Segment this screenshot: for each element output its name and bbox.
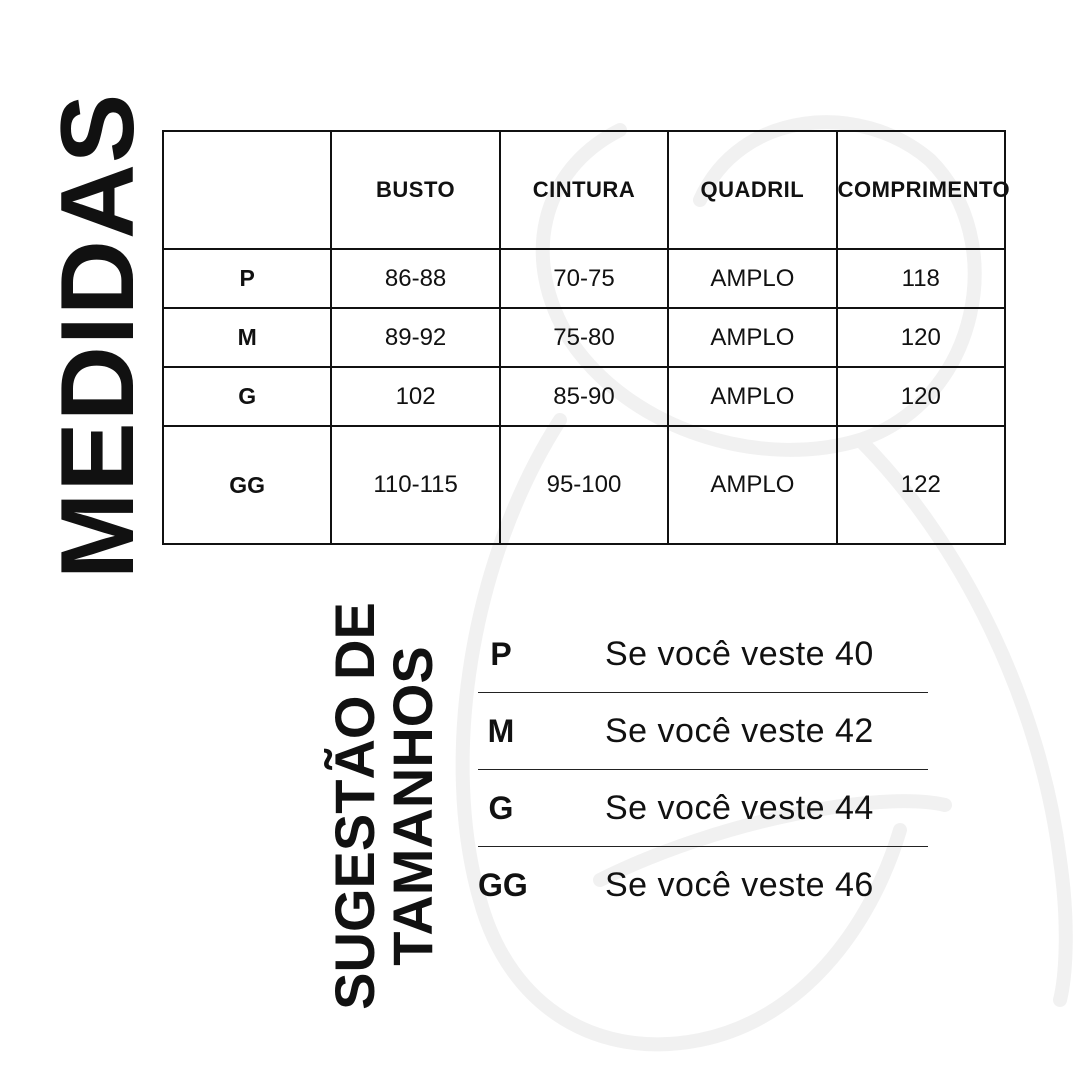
table-row xyxy=(163,249,1005,308)
table-cell-cintura: 95-100 xyxy=(500,426,668,544)
size-suggestion-title-line1: SUGESTÃO DE xyxy=(323,602,386,1010)
size-suggestion-list xyxy=(478,616,928,923)
list-item xyxy=(478,770,928,847)
list-item xyxy=(478,847,928,923)
suggestion-text: Se você veste 44 xyxy=(605,788,874,827)
table-cell-quadril: AMPLO xyxy=(668,249,836,308)
table-cell-quadril: AMPLO xyxy=(668,308,836,367)
table-cell-comprimento: 118 xyxy=(837,249,1005,308)
suggestion-text: Se você veste 42 xyxy=(605,711,874,750)
table-row xyxy=(163,367,1005,426)
table-row xyxy=(163,426,1005,544)
table-cell-cintura: 85-90 xyxy=(500,367,668,426)
table-header-comprimento: COMPRIMENTO xyxy=(837,131,1005,249)
table-cell-quadril: AMPLO xyxy=(668,426,836,544)
list-item xyxy=(478,616,928,693)
list-item xyxy=(478,693,928,770)
table-cell-cintura: 70-75 xyxy=(500,249,668,308)
table-cell-quadril: AMPLO xyxy=(668,367,836,426)
table-cell-cintura: 75-80 xyxy=(500,308,668,367)
table-cell-size: M xyxy=(163,308,331,367)
table-cell-comprimento: 122 xyxy=(837,426,1005,544)
suggestion-size-label: P xyxy=(490,635,512,672)
suggestion-size-label: M xyxy=(487,712,515,749)
table-header-busto: BUSTO xyxy=(331,131,499,249)
table-cell-busto: 110-115 xyxy=(331,426,499,544)
table-cell-comprimento: 120 xyxy=(837,367,1005,426)
table-cell-size: P xyxy=(163,249,331,308)
table-cell-busto: 89-92 xyxy=(331,308,499,367)
suggestion-text: Se você veste 40 xyxy=(605,634,874,673)
table-header-corner xyxy=(163,131,331,249)
suggestion-size-label: GG xyxy=(478,866,528,903)
suggestion-text: Se você veste 46 xyxy=(605,865,874,904)
table-row xyxy=(163,308,1005,367)
measurements-table xyxy=(162,130,1011,545)
table-cell-size: GG xyxy=(163,426,331,544)
table-cell-comprimento: 120 xyxy=(837,308,1005,367)
table-cell-size: G xyxy=(163,367,331,426)
size-suggestion-title-line2: TAMANHOS xyxy=(381,646,444,966)
table-header-row xyxy=(163,131,1005,249)
suggestion-size-label: G xyxy=(488,789,514,826)
measures-title: MEDIDAS xyxy=(40,92,156,580)
size-suggestion-title xyxy=(323,602,444,1010)
table-header-cintura: CINTURA xyxy=(500,131,668,249)
table-header-quadril: QUADRIL xyxy=(668,131,836,249)
table-cell-busto: 86-88 xyxy=(331,249,499,308)
table-cell-busto: 102 xyxy=(331,367,499,426)
